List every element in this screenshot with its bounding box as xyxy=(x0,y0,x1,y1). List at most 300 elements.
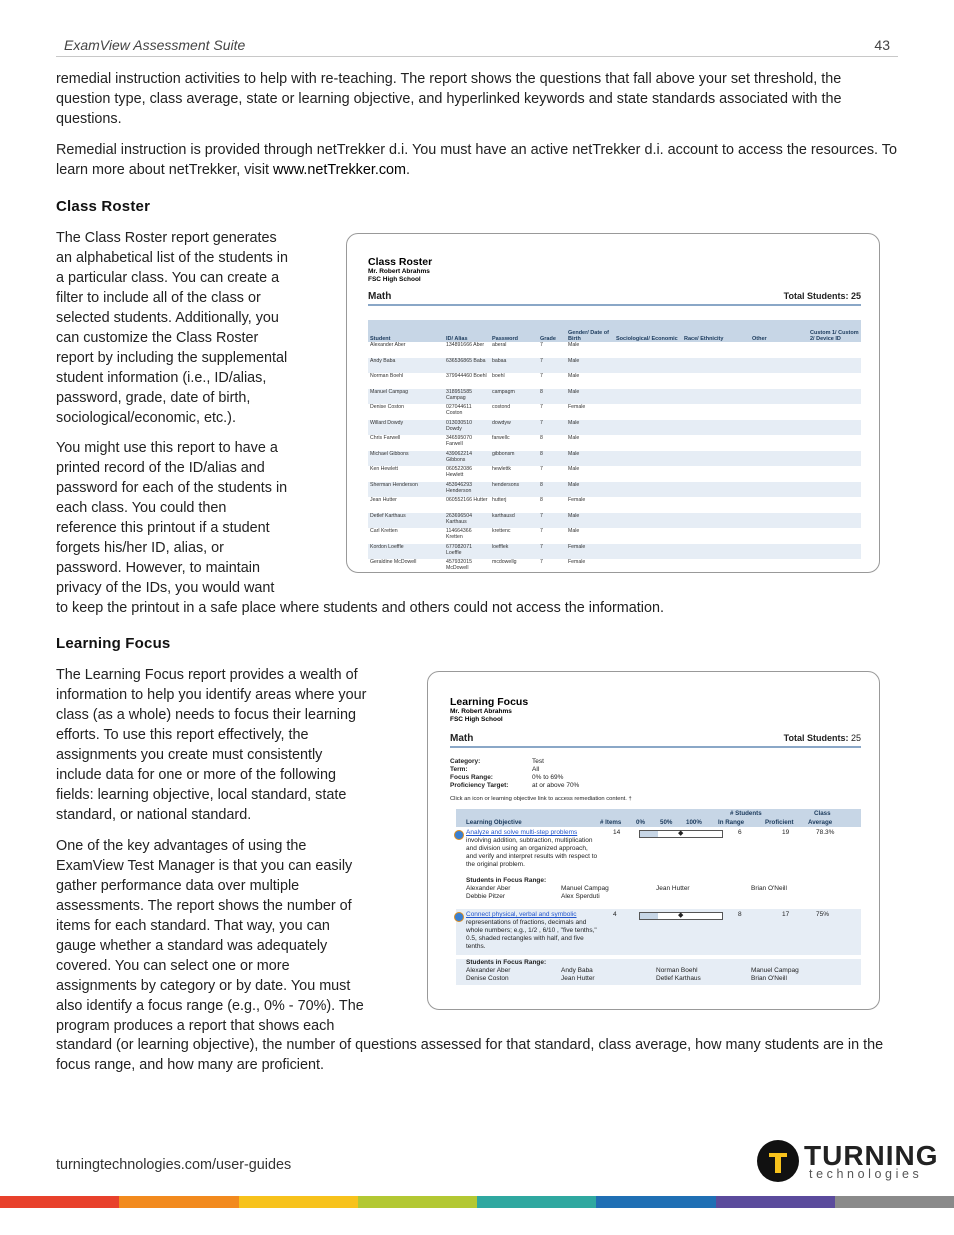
meta-row xyxy=(450,766,861,774)
lf-header-row xyxy=(456,809,861,827)
table-cell: 8 xyxy=(538,482,566,498)
table-cell: aberal xyxy=(492,342,507,348)
objective-desc: involving addition, subtraction, multiplication and division using an organized approach, and verify and interpret results with respect to the original problem. xyxy=(466,837,598,868)
table-cell: Denise Coston xyxy=(370,404,405,410)
table-cell xyxy=(808,420,861,436)
table-cell: costond xyxy=(492,404,511,410)
total-value: 25 xyxy=(850,291,861,301)
student-name: Detlef Karthaus xyxy=(656,975,701,982)
student-name: Jean Hutter xyxy=(561,975,595,982)
meta-row xyxy=(450,758,861,766)
range-bar xyxy=(639,912,723,920)
in-range-count: 6 xyxy=(738,829,742,836)
text-line: filter to include all of the class or xyxy=(56,290,261,306)
table-cell xyxy=(682,435,750,451)
class-roster-heading: Class Roster xyxy=(56,198,151,215)
table-row xyxy=(368,389,861,405)
student-name: Jean Hutter xyxy=(656,885,690,892)
stripe-segment xyxy=(835,1196,954,1208)
class-average: 75% xyxy=(816,911,830,918)
table-cell xyxy=(614,544,682,560)
col-header: Gender/ Date of Birth xyxy=(568,330,609,342)
col-header: Password xyxy=(492,336,518,342)
text-line: fields: learning objective, local standard, state xyxy=(56,787,347,803)
table-cell xyxy=(808,435,861,451)
table-cell xyxy=(682,404,750,420)
table-cell: 7 xyxy=(538,420,566,436)
meta-value: 0% to 69% xyxy=(532,774,564,781)
col-header: Sociological/ Economic xyxy=(616,336,678,342)
table-cell xyxy=(750,559,808,573)
focus-range-fill xyxy=(640,913,658,919)
table-cell: Male xyxy=(568,342,580,348)
table-row xyxy=(368,420,861,436)
table-cell: dowdyw xyxy=(490,420,538,436)
table-cell: 7 xyxy=(540,559,543,565)
table-cell: Michael Gibbons xyxy=(368,451,444,467)
figure-school: FSC High School xyxy=(368,275,421,283)
table-cell xyxy=(682,559,750,573)
table-cell xyxy=(750,373,808,389)
table-cell xyxy=(682,420,750,436)
table-row xyxy=(368,482,861,498)
table-cell: 8 xyxy=(540,435,543,441)
text-line: include data for one or more of the following xyxy=(56,767,336,783)
table-cell: krettenc xyxy=(492,528,511,534)
table-cell: 379944460 Boehl xyxy=(446,373,487,379)
focus-range-fill xyxy=(640,831,658,837)
text-line: assignments by category or by date. You must xyxy=(56,978,351,994)
figure-title: Learning Focus xyxy=(450,696,529,708)
table-cell: farwellc xyxy=(492,435,510,441)
meta-value: All xyxy=(532,766,540,773)
table-cell xyxy=(614,342,682,358)
proficient-count: 17 xyxy=(782,911,790,918)
table-cell: 7 xyxy=(540,528,543,534)
col-header: Proficient xyxy=(765,819,794,826)
table-cell xyxy=(750,389,808,405)
col-header: Class xyxy=(814,810,831,817)
text-line: forgets his/her ID, alias, or xyxy=(56,540,224,556)
table-cell xyxy=(750,358,808,374)
page-number: 43 xyxy=(874,37,890,53)
table-cell xyxy=(614,559,682,573)
table-cell xyxy=(614,435,682,451)
table-cell xyxy=(750,420,808,436)
table-cell: Kordon Loeffle xyxy=(368,544,444,560)
table-cell: Male xyxy=(566,482,614,498)
items-count: 14 xyxy=(613,829,621,836)
table-cell xyxy=(682,373,750,389)
text-line: an alphabetical list of the students in xyxy=(56,250,288,266)
student-column xyxy=(561,885,609,901)
table-cell: hutterj xyxy=(492,497,507,503)
intro-paragraph-1: remedial instruction activities to help with re-teaching. The report shows the questions that fall above your set threshold, the question type, class average, state or learning objective, and hyperlinked keywords and state standards associated with the questions. xyxy=(56,71,842,127)
text-line: privacy of the IDs, you would want xyxy=(56,580,275,596)
table-cell xyxy=(614,451,682,467)
table-cell: Male xyxy=(568,435,580,441)
table-cell xyxy=(682,497,750,513)
table-cell: Male xyxy=(566,420,614,436)
globe-icon[interactable] xyxy=(454,912,464,922)
table-cell xyxy=(808,373,861,389)
students-label: Students in Focus Range: xyxy=(466,877,547,884)
student-name: Andy Baba xyxy=(561,967,593,974)
table-row xyxy=(368,342,861,358)
student-column xyxy=(466,885,510,901)
document-title: ExamView Assessment Suite xyxy=(64,37,246,53)
text-line: a particular class. You can create a xyxy=(56,270,280,286)
text-line: selected students. Additionally, you xyxy=(56,310,279,326)
table-cell xyxy=(682,513,750,529)
text-line: reference this printout if a student xyxy=(56,520,270,536)
col-header: Grade xyxy=(540,336,556,342)
text-line: to keep the printout in a safe place where students and others could not access the information. xyxy=(56,600,664,616)
objective-link[interactable]: Analyze and solve multi-step problems xyxy=(466,829,578,836)
logo-sub: technologies xyxy=(809,1167,923,1181)
text-line: program produces a report that shows each xyxy=(56,1018,335,1034)
table-row xyxy=(368,451,861,467)
table-cell xyxy=(750,342,808,358)
table-cell: Male xyxy=(566,358,614,374)
text-line: The Class Roster report generates xyxy=(56,230,277,246)
table-row xyxy=(368,373,861,389)
objective-block xyxy=(456,827,861,873)
table-cell: 457932015 McDowell xyxy=(446,559,472,571)
col-header: # Students xyxy=(730,810,762,817)
meta-label: Category: xyxy=(450,758,481,765)
table-cell xyxy=(614,497,682,513)
table-cell: 7 xyxy=(540,466,543,472)
figure-total xyxy=(784,733,861,743)
table-cell xyxy=(808,528,861,544)
stripe-segment xyxy=(596,1196,715,1208)
col-header: 50% xyxy=(660,819,673,826)
text-line: gauge whether a standard was adequately xyxy=(56,938,328,954)
proficient-count: 19 xyxy=(782,829,790,836)
table-cell: Male xyxy=(568,373,580,379)
figure-teacher: Mr. Robert Abrahms xyxy=(450,708,512,715)
table-row xyxy=(368,513,861,529)
table-cell: 060552166 Hutter xyxy=(446,497,488,503)
table-cell: 7 xyxy=(540,373,543,379)
text-line: printed record of the ID/alias and xyxy=(56,460,265,476)
table-cell: 677082071 Loeffle xyxy=(444,544,490,560)
nettrekker-link[interactable]: www.netTrekker.com xyxy=(273,162,407,178)
table-cell xyxy=(808,544,861,560)
figure-meta xyxy=(450,758,861,790)
table-cell xyxy=(750,466,808,482)
table-cell xyxy=(614,358,682,374)
table-cell xyxy=(682,342,750,358)
table-cell: boehl xyxy=(492,373,505,379)
table-cell: 7 xyxy=(540,404,543,410)
text-line: standard (or learning objective), the number of questions assessed for that standard, class average, how many students are in the focus range, and how many are proficient. xyxy=(56,1037,884,1073)
table-row xyxy=(368,466,861,482)
table-cell xyxy=(750,528,808,544)
table-cell: Andy Baba xyxy=(368,358,444,374)
table-cell: Sherman Henderson xyxy=(368,482,444,498)
table-cell xyxy=(808,497,861,513)
col-header: Other xyxy=(752,336,767,342)
table-cell: campagm xyxy=(490,389,538,405)
text-line: password, grade, date of birth, xyxy=(56,390,251,406)
table-cell: 013030510 Dowdy xyxy=(444,420,490,436)
table-cell: 453946293 Henderson xyxy=(444,482,490,498)
col-header: ID/ Alias xyxy=(446,336,468,342)
table-cell xyxy=(682,358,750,374)
figure-teacher: Mr. Robert Abrahms xyxy=(368,268,430,275)
col-header: # Items xyxy=(600,819,622,826)
table-cell: Norman Boehl xyxy=(370,373,404,379)
total-label: Total Students: xyxy=(783,733,849,743)
figure-school: FSC High School xyxy=(450,715,503,723)
stripe-segment xyxy=(0,1196,119,1208)
table-cell: 318951585 Campag xyxy=(444,389,490,405)
student-name: Alexander Aber xyxy=(466,967,511,974)
range-bar xyxy=(639,830,723,838)
student-name: Debbie Pitzer xyxy=(466,893,506,900)
student-name: Norman Boehl xyxy=(656,967,698,974)
col-header: 100% xyxy=(686,819,702,826)
table-cell: 8 xyxy=(538,389,566,405)
table-cell: Alexander Aber xyxy=(370,342,406,348)
learning-focus-heading: Learning Focus xyxy=(56,635,171,652)
table-cell: Detlef Karthaus xyxy=(368,513,444,529)
table-cell xyxy=(614,373,682,389)
table-cell: Carl Kretten xyxy=(370,528,398,534)
student-name: Alexander Aber xyxy=(466,885,511,892)
table-cell xyxy=(614,528,682,544)
table-cell xyxy=(682,482,750,498)
table-cell: hewlettk xyxy=(492,466,512,472)
text-line: student information (i.e., ID/alias, xyxy=(56,370,267,386)
table-row xyxy=(368,404,861,420)
table-cell: mcdowellg xyxy=(492,559,517,565)
stripe-segment xyxy=(477,1196,596,1208)
table-cell: babaa xyxy=(490,358,538,374)
student-column xyxy=(466,967,510,983)
text-line: standard, or national standard. xyxy=(56,807,252,823)
table-cell: 346595070 Farwell xyxy=(446,435,472,447)
meta-row xyxy=(450,782,861,790)
table-cell: hendersons xyxy=(490,482,538,498)
objective-link[interactable]: Connect physical, verbal and symbolic xyxy=(466,911,577,918)
table-cell: 263696504 Karthaus xyxy=(444,513,490,529)
table-cell: Female xyxy=(568,404,586,410)
footer-url[interactable]: turningtechnologies.com/user-guides xyxy=(56,1157,292,1173)
table-cell: 7 xyxy=(538,544,566,560)
student-name: Manuel Campag xyxy=(751,967,799,974)
table-cell: 060522086 Hewlett xyxy=(446,466,472,478)
table-cell xyxy=(808,404,861,420)
total-value: 25 xyxy=(850,733,861,743)
table-cell: Male xyxy=(566,451,614,467)
table-cell: Male xyxy=(568,528,580,534)
footer-color-stripe xyxy=(0,1196,954,1208)
learning-focus-figure xyxy=(427,671,880,1010)
table-cell: 114664366 Kretten xyxy=(446,528,472,540)
table-header-row xyxy=(368,320,861,342)
table-cell: 8 xyxy=(538,451,566,467)
table-cell xyxy=(682,544,750,560)
table-cell xyxy=(808,451,861,467)
globe-icon[interactable] xyxy=(454,830,464,840)
student-column xyxy=(656,967,701,983)
student-name: Brian O'Neill xyxy=(751,885,787,892)
col-header: Student xyxy=(370,336,391,342)
objective-block xyxy=(456,909,861,955)
items-count: 4 xyxy=(613,911,617,918)
meta-label: Term: xyxy=(450,766,468,773)
figure-subject-bar xyxy=(450,733,861,748)
table-cell xyxy=(808,389,861,405)
table-cell: 8 xyxy=(540,497,543,503)
text-line: sociological/economic, etc.). xyxy=(56,410,236,426)
table-row xyxy=(368,528,861,544)
table-cell xyxy=(682,466,750,482)
text-line: You might use this report to have a xyxy=(56,440,278,456)
intro-p2-end: . xyxy=(406,162,411,178)
stripe-segment xyxy=(119,1196,238,1208)
roster-body xyxy=(368,342,861,573)
text-line: assignments you create must consistently xyxy=(56,747,323,763)
meta-row xyxy=(450,774,861,782)
text-line: The Learning Focus report provides a wealth of xyxy=(56,667,358,683)
table-row xyxy=(368,559,861,573)
in-range-count: 8 xyxy=(738,911,742,918)
table-cell: karthausd xyxy=(490,513,538,529)
table-cell xyxy=(750,451,808,467)
table-cell xyxy=(808,342,861,358)
table-cell xyxy=(808,482,861,498)
col-header: Custom 1/ Custom 2/ Device ID xyxy=(810,330,859,342)
table-cell xyxy=(682,528,750,544)
text-line: report by including the supplemental xyxy=(56,350,288,366)
figure-subject: Math xyxy=(368,291,392,302)
table-cell xyxy=(614,513,682,529)
student-column xyxy=(656,885,690,893)
table-cell xyxy=(750,435,808,451)
col-header: Race/ Ethnicity xyxy=(684,336,724,342)
meta-value: Test xyxy=(532,758,544,765)
table-cell xyxy=(750,404,808,420)
meta-label: Proficiency Target: xyxy=(450,782,509,789)
figure-total xyxy=(784,291,861,301)
table-cell: Chris Farwell xyxy=(370,435,401,441)
student-name: Denise Coston xyxy=(466,975,509,982)
table-cell: 134891666 Aber xyxy=(446,342,485,348)
text-line: password for each of the students in xyxy=(56,480,288,496)
turning-logo xyxy=(757,1140,937,1188)
stripe-segment xyxy=(716,1196,835,1208)
table-cell xyxy=(808,358,861,374)
class-roster-figure xyxy=(346,233,880,573)
student-name: Brian O'Neill xyxy=(751,975,787,982)
table-cell: loefflek xyxy=(490,544,538,560)
figure-subject-bar xyxy=(368,291,861,306)
table-cell: 7 xyxy=(538,513,566,529)
students-label: Students in Focus Range: xyxy=(466,959,547,966)
average-marker-icon: ◆ xyxy=(678,912,684,919)
table-cell: Female xyxy=(568,559,586,565)
table-cell: Male xyxy=(566,513,614,529)
table-cell xyxy=(614,482,682,498)
table-cell xyxy=(808,559,861,573)
figure-title: Class Roster xyxy=(368,256,433,268)
table-cell xyxy=(808,513,861,529)
text-line: items for each standard. That way, you can xyxy=(56,918,330,934)
table-cell xyxy=(750,513,808,529)
text-line: covered. You can select one or more xyxy=(56,958,290,974)
lf-objectives xyxy=(456,827,861,985)
text-line: class (as a whole) needs to focus their learning xyxy=(56,707,356,723)
table-row xyxy=(368,435,861,451)
text-line: information to help you identify areas where your xyxy=(56,687,367,703)
text-line: password. However, to maintain xyxy=(56,560,260,576)
intro-p2-text: Remedial instruction is provided through netTrekker d.i. You must have an active netTrekker d.i. account to access the resources. To learn more about netTrekker, visit xyxy=(56,142,897,178)
table-row xyxy=(368,544,861,560)
table-cell xyxy=(682,451,750,467)
table-cell xyxy=(808,466,861,482)
table-cell xyxy=(750,497,808,513)
student-column xyxy=(751,967,799,983)
table-cell: 027044611 Coston xyxy=(446,404,472,416)
col-header: In Range xyxy=(718,819,745,826)
table-cell xyxy=(750,544,808,560)
meta-value: at or above 70% xyxy=(532,782,580,789)
student-column xyxy=(751,885,787,893)
student-name: Manuel Campag xyxy=(561,885,609,892)
table-cell: Jean Hutter xyxy=(370,497,397,503)
col-header: Average xyxy=(808,819,833,826)
table-cell xyxy=(614,404,682,420)
average-marker-icon: ◆ xyxy=(678,830,684,837)
table-row xyxy=(368,358,861,374)
text-line: each class. You could then xyxy=(56,500,227,516)
table-cell: Male xyxy=(568,466,580,472)
table-cell: Willard Dowdy xyxy=(368,420,444,436)
student-column xyxy=(561,967,595,983)
text-line: can customize the Class Roster xyxy=(56,330,259,346)
table-cell: gibbonsm xyxy=(490,451,538,467)
text-line: efforts. To use this report effectively, the xyxy=(56,727,309,743)
roster-table xyxy=(368,320,861,573)
logo-word: TURNING xyxy=(804,1140,939,1171)
logo-mark-icon xyxy=(757,1140,799,1182)
table-cell: Female xyxy=(566,544,614,560)
students-in-range xyxy=(456,959,861,985)
header-rule xyxy=(56,56,898,57)
class-average: 78.3% xyxy=(816,829,835,836)
figure-subject: Math xyxy=(450,733,474,744)
table-row xyxy=(368,497,861,513)
total-label: Total Students: xyxy=(783,291,849,301)
meta-label: Focus Range: xyxy=(450,774,493,781)
col-header: 0% xyxy=(636,819,645,826)
col-header: Learning Objective xyxy=(466,819,522,826)
table-cell: Ken Hewlett xyxy=(370,466,398,472)
table-cell: Male xyxy=(566,389,614,405)
text-line: assessments. The report shows the number of xyxy=(56,898,352,914)
student-name: Alex Sperduti xyxy=(561,893,600,900)
table-cell xyxy=(614,389,682,405)
text-line: also identify a focus range (e.g., 0% - 70%). The xyxy=(56,998,364,1014)
table-cell: 439062214 Gibbons xyxy=(444,451,490,467)
objective-desc: representations of fractions, decimals and whole numbers; e.g., 1/2 , 6/10 , "five tenths," 0.5, shaded rectangles with half, and five tenths. xyxy=(466,919,597,950)
table-cell: Geraldine McDowell xyxy=(370,559,417,565)
stripe-segment xyxy=(239,1196,358,1208)
